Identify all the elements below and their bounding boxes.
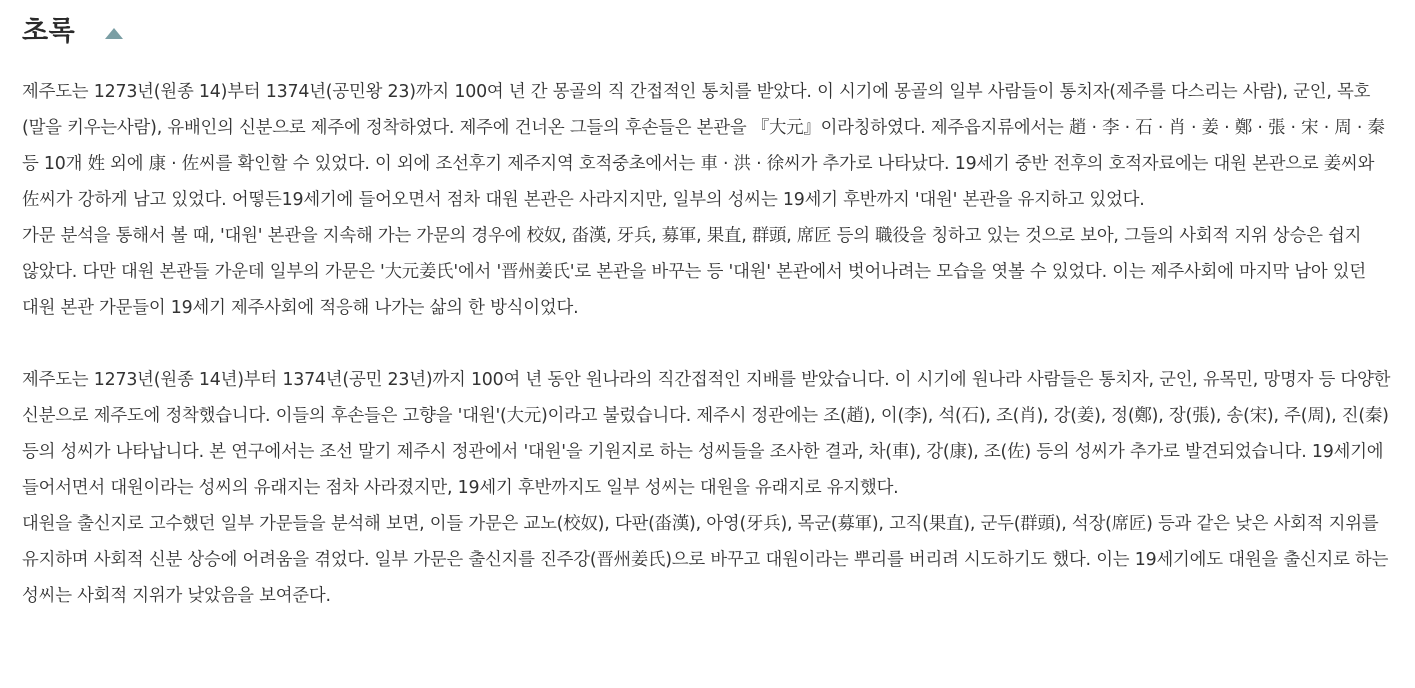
abstract-paragraph-original-2: 가문 분석을 통해서 볼 때, '대원' 본관을 지속해 가는 가문의 경우에 校奴, 畓漢, 牙兵, 募軍, 果直, 群頭, 席匠 등의 職役을 칭하고 있는 것으로 보아, 그들의 사회적 지위 상승은 쉽지 않았다. 다만 대원 본관들 가운데 일부의 가문은 '大元姜氏'에서 '晋州姜氏'로 본관을 바꾸는 등 '대원' 본관에서 벗어나려는 모습을 엿볼 수 있었다. 이는 제주사회에 마지막 남아 있던 대원 본관 가문들이 19세기 제주사회에 적응해 나가는 삶의 한 방식이었다. — [22, 226, 1366, 318]
chevron-up-icon[interactable] — [105, 28, 123, 39]
abstract-body — [22, 74, 1400, 614]
paragraph-spacer — [22, 326, 1400, 362]
abstract-title: 초록 — [22, 16, 76, 47]
abstract-paragraph-translation-2: 대원을 출신지로 고수했던 일부 가문들을 분석해 보면, 이들 가문은 교노(校奴), 다판(畓漢), 아영(牙兵), 목군(募軍), 고직(果直), 군두(群頭), 석장(席匠) 등과 같은 낮은 사회적 지위를 유지하며 사회적 신분 상승에 어려움을 겪었다. 일부 가문은 출신지를 진주강(晋州姜氏)으로 바꾸고 대원이라는 뿌리를 버리려 시도하기도 했다. 이는 19세기에도 대원을 출신지로 하는 성씨는 사회적 지위가 낮았음을 보여준다. — [22, 514, 1389, 606]
abstract-paragraph-translation-1: 제주도는 1273년(원종 14년)부터 1374년(공민 23년)까지 100여 년 동안 원나라의 직간접적인 지배를 받았습니다. 이 시기에 원나라 사람들은 통치자, 군인, 유목민, 망명자 등 다양한 신분으로 제주도에 정착했습니다. 이들의 후손들은 고향을 '대원'(大元)이라고 불렀습니다. 제주시 정관에는 조(趙), 이(李), 석(石), 조(肖), 강(姜), 정(鄭), 장(張), 송(宋), 주(周), 진(秦) 등의 성씨가 나타납니다. 본 연구에서는 조선 말기 제주시 정관에서 '대원'을 기원지로 하는 성씨들을 조사한 결과, 차(車), 강(康), 조(佐) 등의 성씨가 추가로 발견되었습니다. 19세기에 들어서면서 대원이라는 성씨의 유래지는 점차 사라졌지만, 19세기 후반까지도 일부 성씨는 대원을 유래지로 유지했다. — [22, 370, 1391, 498]
abstract-heading-toggle[interactable] — [22, 12, 123, 52]
abstract-paragraph-original-1: 제주도는 1273년(원종 14)부터 1374년(공민왕 23)까지 100여 년 간 몽골의 직 간접적인 통치를 받았다. 이 시기에 몽골의 일부 사람들이 통치자(제주를 다스리는 사람), 군인, 목호(말을 키우는사람), 유배인의 신분으로 제주에 정착하였다. 제주에 건너온 그들의 후손들은 본관을 『大元』이라칭하였다. 제주읍지류에서는 趙 · 李 · 石 · 肖 · 姜 · 鄭 · 張 · 宋 · 周 · 秦 등 10개 姓 외에 康 · 佐씨를 확인할 수 있었다. 이 외에 조선후기 제주지역 호적중초에서는 車 · 洪 · 徐씨가 추가로 나타났다. 19세기 중반 전후의 호적자료에는 대원 본관으로 姜씨와 佐씨가 강하게 남고 있었다. 어떻든19세기에 들어오면서 점차 대원 본관은 사라지지만, 일부의 성씨는 19세기 후반까지 '대원' 본관을 유지하고 있었다. — [22, 82, 1385, 210]
